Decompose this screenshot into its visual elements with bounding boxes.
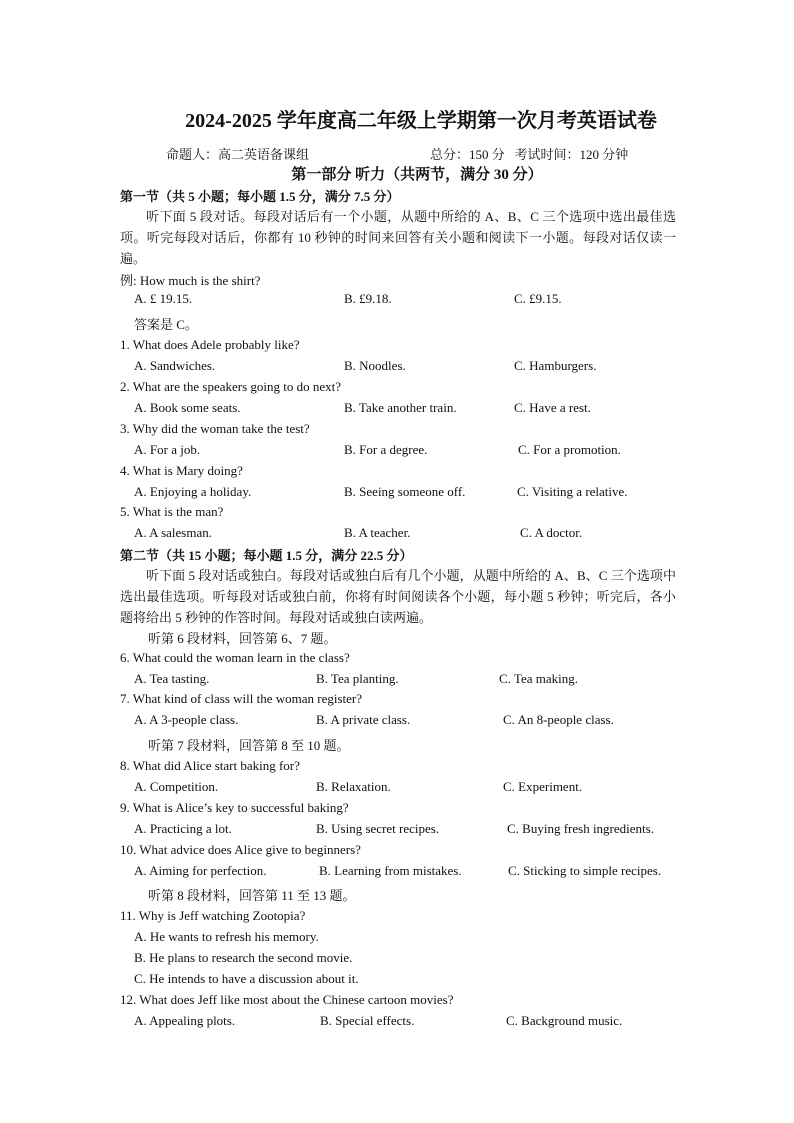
example-option-a: A. £ 19.15. (134, 291, 193, 306)
q12-option-c: C. Background music. (506, 1013, 623, 1028)
question-7: 7. What kind of class will the woman register? (120, 691, 363, 706)
q6-option-a: A. Tea tasting. (134, 671, 210, 686)
q2-option-c: C. Have a rest. (514, 400, 591, 415)
q9-option-b: B. Using secret recipes. (316, 821, 440, 836)
q12-option-a: A. Appealing plots. (134, 1013, 236, 1028)
section2-heading: 第二节（共 15 小题；每小题 1.5 分，满分 22.5 分） (120, 548, 413, 563)
q4-option-b: B. Seeing someone off. (344, 484, 466, 499)
section2-instructions: 听下面 5 段对话或独白。每段对话或独白后有几个小题，从题中所给的 A、B、C 三个选项中选出最佳选项。听每段对话或独白前，你将有时间阅读各个小题，每小题 5 秒钟；听完后，各小题将给出 5 秒钟的作答时间。每段对话或独白读两遍。 (120, 568, 676, 625)
section1-instructions: 听下面 5 段对话。每段对话后有一个小题，从题中所给的 A、B、C 三个选项中选出最佳选项。听完每段对话后，你都有 10 秒钟的时间来回答有关小题和阅读下一小题。每段对话仅读一遍。 (120, 209, 676, 266)
example-option-b: B. £9.18. (344, 291, 392, 306)
q10-option-b: B. Learning from mistakes. (319, 863, 462, 878)
q6-option-c: C. Tea making. (499, 671, 579, 686)
q4-option-c: C. Visiting a relative. (517, 484, 628, 499)
example-option-c: C. £9.15. (514, 291, 562, 306)
section1-heading: 第一节（共 5 小题；每小题 1.5 分，满分 7.5 分） (120, 189, 400, 204)
question-8: 8. What did Alice start baking for? (120, 758, 300, 773)
question-4: 4. What is Mary doing? (120, 463, 243, 478)
question-6: 6. What could the woman learn in the class? (120, 650, 350, 665)
example-question: 例: How much is the shirt? (120, 273, 261, 288)
q10-option-a: A. Aiming for perfection. (134, 863, 267, 878)
q8-option-b: B. Relaxation. (316, 779, 391, 794)
q2-option-b: B. Take another train. (344, 400, 457, 415)
q11-option-a: A. He wants to refresh his memory. (134, 929, 319, 944)
material-8-note: 听第 8 段材料，回答第 11 至 13 题。 (148, 888, 356, 903)
q12-option-b: B. Special effects. (320, 1013, 415, 1028)
q5-option-a: A. A salesman. (134, 525, 212, 540)
q11-option-b: B. He plans to research the second movie. (134, 950, 353, 965)
q1-option-a: A. Sandwiches. (134, 358, 216, 373)
question-5: 5. What is the man? (120, 504, 224, 519)
q7-option-c: C. An 8-people class. (503, 712, 614, 727)
q3-option-a: A. For a job. (134, 442, 201, 457)
question-9: 9. What is Alice’s key to successful baking? (120, 800, 349, 815)
material-6-note: 听第 6 段材料，回答第 6、7 题。 (148, 631, 337, 646)
q8-option-a: A. Competition. (134, 779, 219, 794)
q7-option-b: B. A private class. (316, 712, 411, 727)
question-1: 1. What does Adele probably like? (120, 337, 300, 352)
q9-option-c: C. Buying fresh ingredients. (507, 821, 654, 836)
exam-title: 2024-2025 学年度高二年级上学期第一次月考英语试卷 (185, 110, 657, 132)
material-7-note: 听第 7 段材料，回答第 8 至 10 题。 (148, 738, 350, 753)
q11-option-c: C. He intends to have a discussion about it. (134, 971, 359, 986)
q4-option-a: A. Enjoying a holiday. (134, 484, 252, 499)
author-line: 命题人：高二英语备课组 (166, 147, 310, 162)
q5-option-c: C. A doctor. (520, 525, 583, 540)
q3-option-c: C. For a promotion. (518, 442, 621, 457)
question-11: 11. Why is Jeff watching Zootopia? (120, 908, 306, 923)
score-time-line: 总分：150 分 考试时间：120 分钟 (430, 147, 629, 162)
q7-option-a: A. A 3-people class. (134, 712, 239, 727)
q3-option-b: B. For a degree. (344, 442, 428, 457)
q6-option-b: B. Tea planting. (316, 671, 399, 686)
q10-option-c: C. Sticking to simple recipes. (508, 863, 662, 878)
part1-title: 第一部分 听力（共两节，满分 30 分） (291, 167, 543, 183)
question-3: 3. Why did the woman take the test? (120, 421, 310, 436)
example-answer: 答案是 C。 (134, 317, 198, 332)
question-10: 10. What advice does Alice give to beginners? (120, 842, 361, 857)
q9-option-a: A. Practicing a lot. (134, 821, 232, 836)
question-2: 2. What are the speakers going to do next? (120, 379, 342, 394)
q8-option-c: C. Experiment. (503, 779, 583, 794)
q5-option-b: B. A teacher. (344, 525, 411, 540)
q1-option-b: B. Noodles. (344, 358, 406, 373)
q2-option-a: A. Book some seats. (134, 400, 241, 415)
q1-option-c: C. Hamburgers. (514, 358, 597, 373)
question-12: 12. What does Jeff like most about the Chinese cartoon movies? (120, 992, 454, 1007)
